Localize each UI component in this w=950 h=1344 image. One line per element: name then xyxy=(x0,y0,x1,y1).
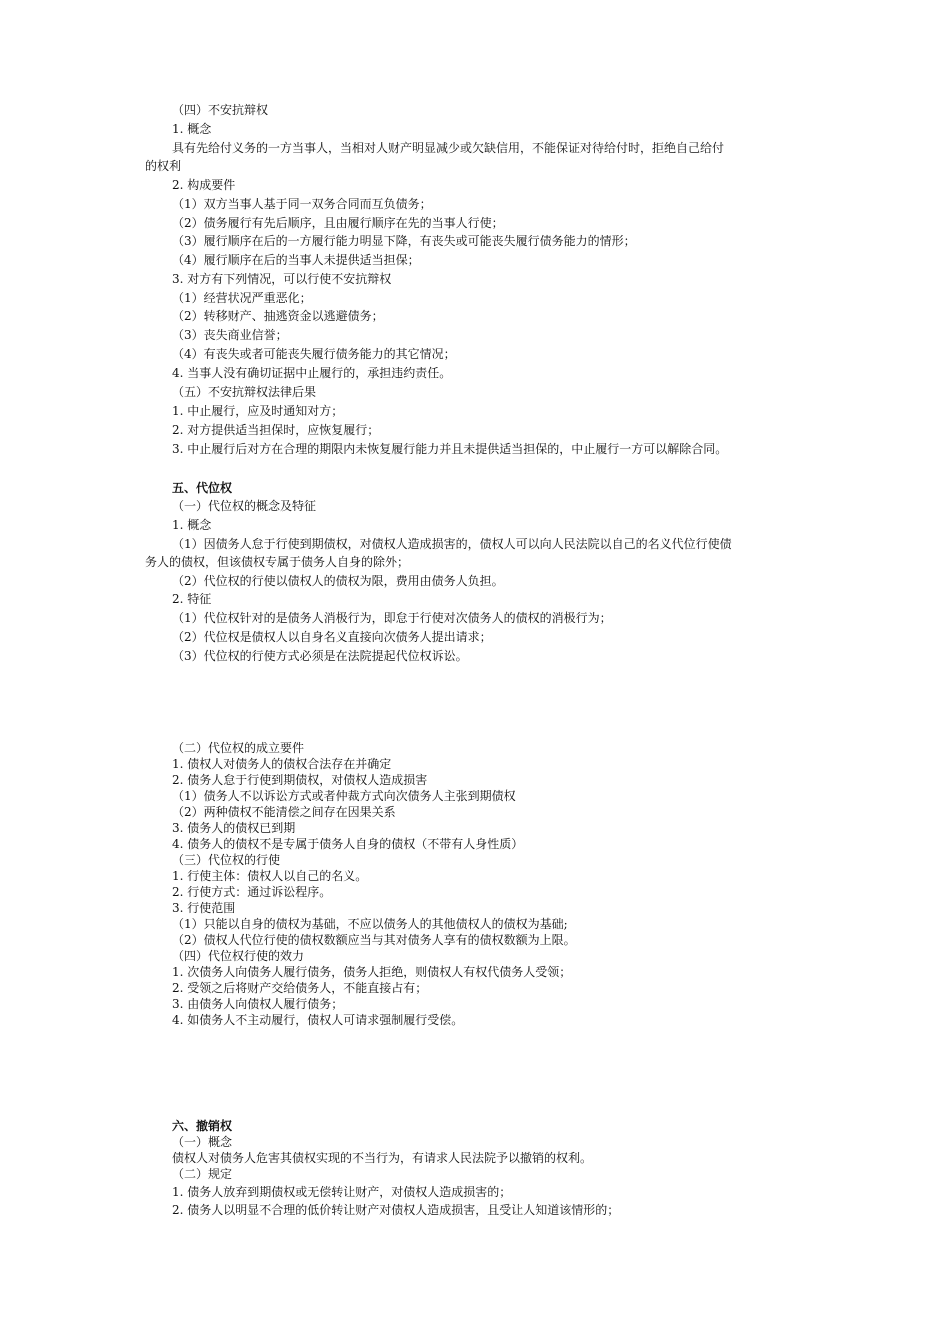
item-heading: 1. 概念 xyxy=(172,122,212,136)
list-item: 1. 中止履行，应及时通知对方； xyxy=(172,404,344,418)
item-heading: 4. 债务人的债权不是专属于债务人自身的债权（不带有人身性质） xyxy=(172,837,524,851)
list-item: 4. 如债务人不主动履行，债权人可请求强制履行受偿。 xyxy=(172,1013,464,1027)
section-heading: 六、撤销权 xyxy=(172,1119,233,1133)
item-heading: 4. 当事人没有确切证据中止履行的，承担违约责任。 xyxy=(172,366,452,380)
item-heading: 2. 特征 xyxy=(172,592,212,606)
paragraph-line: 务人的债权，但该债权专属于债务人自身的除外； xyxy=(145,555,410,569)
list-item: （3）丧失商业信誉； xyxy=(172,328,288,342)
item-heading: 3. 行使范围 xyxy=(172,901,236,915)
subsection-heading: （三）代位权的行使 xyxy=(172,853,281,867)
subsection-heading: （一）概念 xyxy=(172,1135,233,1149)
section-heading: 五、代位权 xyxy=(172,481,233,495)
list-item: （2）债权人代位行使的债权数额应当与其对债务人享有的债权数额为上限。 xyxy=(172,933,576,947)
list-item: （2）债务履行有先后顺序，且由履行顺序在先的当事人行使； xyxy=(172,216,504,230)
list-item: 3. 中止履行后对方在合理的期限内未恢复履行能力并且未提供适当担保的，中止履行一方可以解除合同。 xyxy=(172,442,728,456)
list-item: （4）有丧失或者可能丧失履行债务能力的其它情况； xyxy=(172,347,456,361)
paragraph-line: 的权利 xyxy=(145,159,182,173)
list-item: 2. 受领之后将财产交给债务人，不能直接占有； xyxy=(172,981,428,995)
list-item: （1）经营状况严重恶化； xyxy=(172,291,312,305)
paragraph-line: 债权人对债务人危害其债权实现的不当行为，有请求人民法院予以撤销的权利。 xyxy=(172,1151,593,1165)
item-heading: 1. 债权人对债务人的债权合法存在并确定 xyxy=(172,757,392,771)
list-item: 1. 次债务人向债务人履行债务，债务人拒绝，则债权人有权代债务人受领； xyxy=(172,965,572,979)
list-item: 3. 由债务人向债权人履行债务； xyxy=(172,997,344,1011)
item-heading: 2. 构成要件 xyxy=(172,178,236,192)
list-item: （3）代位权的行使方式必须是在法院提起代位权诉讼。 xyxy=(172,649,468,663)
list-item: （1）债务人不以诉讼方式或者仲裁方式向次债务人主张到期债权 xyxy=(172,789,516,803)
item-heading: 1. 行使主体：债权人以自己的名义。 xyxy=(172,869,368,883)
subsection-heading: （五）不安抗辩权法律后果 xyxy=(172,385,317,399)
list-item: 2. 债务人以明显不合理的低价转让财产对债权人造成损害，且受让人知道该情形的； xyxy=(172,1203,620,1217)
list-item: （1）代位权针对的是债务人消极行为，即怠于行使对次债务人的债权的消极行为； xyxy=(172,611,612,625)
list-item: 1. 债务人放弃到期债权或无偿转让财产，对债权人造成损害的； xyxy=(172,1185,512,1199)
subsection-heading: （二）代位权的成立要件 xyxy=(172,741,305,755)
item-heading: 1. 概念 xyxy=(172,518,212,532)
list-item: （2）代位权是债权人以自身名义直接向次债务人提出请求； xyxy=(172,630,492,644)
list-item: （2）转移财产、抽逃资金以逃避债务； xyxy=(172,309,384,323)
item-heading: 3. 对方有下列情况，可以行使不安抗辩权 xyxy=(172,272,392,286)
item-heading: 2. 行使方式：通过诉讼程序。 xyxy=(172,885,332,899)
list-item: （3）履行顺序在后的一方履行能力明显下降，有丧失或可能丧失履行债务能力的情形； xyxy=(172,234,636,248)
subsection-heading: （一）代位权的概念及特征 xyxy=(172,499,317,513)
list-item: 2. 对方提供适当担保时，应恢复履行； xyxy=(172,423,380,437)
list-item: （4）履行顺序在后的当事人未提供适当担保； xyxy=(172,253,420,267)
list-item: （2）代位权的行使以债权人的债权为限，费用由债务人负担。 xyxy=(172,574,504,588)
list-item: （1）只能以自身的债权为基础，不应以债务人的其他债权人的债权为基础; xyxy=(172,917,568,931)
subsection-heading: （四）不安抗辩权 xyxy=(172,103,269,117)
paragraph-line: 具有先给付义务的一方当事人，当相对人财产明显减少或欠缺信用，不能保证对待给付时，拒绝自己给付 xyxy=(172,141,725,155)
list-item: （1）双方当事人基于同一双务合同而互负债务； xyxy=(172,197,432,211)
item-heading: 3. 债务人的债权已到期 xyxy=(172,821,296,835)
item-heading: 2. 债务人怠于行使到期债权，对债权人造成损害 xyxy=(172,773,428,787)
list-item: （2）两种债权不能清偿之间存在因果关系 xyxy=(172,805,396,819)
subsection-heading: （二）规定 xyxy=(172,1167,233,1181)
paragraph-line: （1）因债务人怠于行使到期债权，对债权人造成损害的，债权人可以向人民法院以自己的名义代位行使债 xyxy=(172,537,732,551)
subsection-heading: （四）代位权行使的效力 xyxy=(172,949,305,963)
